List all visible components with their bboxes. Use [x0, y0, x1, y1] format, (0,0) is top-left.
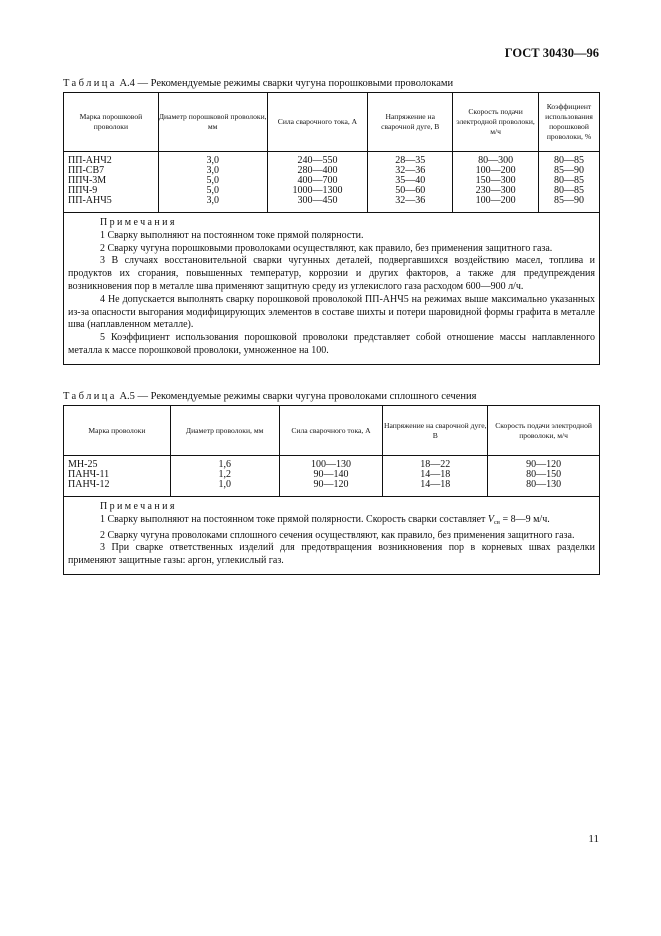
- cell-voltage: 32—36: [368, 166, 453, 176]
- cell-voltage: 35—40: [368, 176, 453, 186]
- table-a4-header-coefficient: Коэффициент использования порошковой проволоки, %: [539, 93, 600, 152]
- table-a5-header-voltage: Напряжение на сварочной дуге, В: [383, 406, 488, 456]
- cell-voltage: 18—22: [383, 456, 488, 471]
- note-4: 4 Не допускается выполнять сварку порошковой проволокой ПП-АНЧ5 на режимах выше максимально указанных из-за опасности выгорания модифицирующих элементов в составе шихты и потери шаровидной формы графита в металле шва (наплавленном металле).: [68, 293, 595, 331]
- note-1: [68, 514, 595, 530]
- note-5: 5 Коэффициент использования порошковой проволоки представляет собой отношение массы наплавленного металла к массе порошковой проволоки, умноженное на 100.: [68, 332, 595, 356]
- cell-grade: ПАНЧ-11: [64, 470, 171, 480]
- welding-speed-symbol: V: [487, 513, 494, 525]
- cell-current: 400—700: [267, 176, 368, 186]
- table-row: [64, 152, 600, 167]
- cell-feed-speed: 100—200: [453, 166, 539, 176]
- table-row: [64, 456, 600, 471]
- cell-coefficient: 80—85: [539, 176, 600, 186]
- table-a5-header-diameter: Диаметр проволоки, мм: [170, 406, 279, 456]
- cell-voltage: 28—35: [368, 152, 453, 167]
- cell-grade: ПП-АНЧ5: [64, 196, 159, 213]
- table-a5-header-feed-speed: Скорость подачи электродной проволоки, м/ч: [488, 406, 600, 456]
- cell-voltage: 14—18: [383, 480, 488, 497]
- cell-grade: ПАНЧ-12: [64, 480, 171, 497]
- notes-title: Примечания: [100, 217, 177, 228]
- table-a4-caption: [63, 78, 453, 89]
- cell-feed-speed: 230—300: [453, 186, 539, 196]
- note-3: 3 В случаях восстановительной сварки чугунных деталей, подвергавшихся воздействию масел, топлива и продуктов их сгорания, повышенных температур, коррозии и других факторов, а также для предупреждения возникновения пор в металле шва применяют защитную среду из углекислого газа расходом 600—900 л/ч.: [68, 255, 595, 292]
- table-a4-notes: [64, 213, 600, 365]
- cell-current: 100—130: [279, 456, 383, 471]
- cell-feed-speed: 80—150: [488, 470, 600, 480]
- notes-title: Примечания: [100, 501, 177, 512]
- cell-coefficient: 80—85: [539, 186, 600, 196]
- cell-coefficient: 85—90: [539, 166, 600, 176]
- note-3: 3 При сварке ответственных изделий для предотвращения возникновения пор в корневых швах разделки применяют защитные газы: аргон, углекислый газ.: [68, 542, 595, 567]
- cell-diameter: 3,0: [158, 152, 267, 167]
- cell-current: 90—140: [279, 470, 383, 480]
- table-a5-caption-text: А.5 — Рекомендуемые режимы сварки чугуна проволоками сплошного сечения: [116, 391, 477, 402]
- page-number: 11: [588, 833, 599, 845]
- cell-current: 280—400: [267, 166, 368, 176]
- table-a4-header-voltage: Напряжение на сварочной дуге, В: [368, 93, 453, 152]
- cell-voltage: 14—18: [383, 470, 488, 480]
- cell-grade: ППЧ-3М: [64, 176, 159, 186]
- note-1: 1 Сварку выполняют на постоянном токе прямой полярности.: [100, 229, 364, 241]
- cell-diameter: 5,0: [158, 176, 267, 186]
- welding-speed-subscript: св: [494, 518, 500, 526]
- cell-feed-speed: 100—200: [453, 196, 539, 213]
- note-1-text: 1 Сварку выполняют на постоянном токе прямой полярности. Скорость сварки составляет: [100, 513, 488, 525]
- cell-diameter: 1,2: [170, 470, 279, 480]
- note-2: 2 Сварку чугуна проволоками сплошного сечения осуществляют, как правило, без применения защитного газа.: [100, 529, 575, 541]
- standard-code: ГОСТ 30430—96: [504, 46, 599, 60]
- table-a4-caption-prefix: Таблица: [63, 78, 117, 89]
- cell-grade: ПП-АНЧ2: [64, 152, 159, 167]
- table-a4: [63, 92, 600, 365]
- cell-feed-speed: 80—130: [488, 480, 600, 497]
- cell-feed-speed: 80—300: [453, 152, 539, 167]
- table-a5-header-current: Сила сварочного тока, А: [279, 406, 383, 456]
- cell-grade: ППЧ-9: [64, 186, 159, 196]
- cell-current: 90—120: [279, 480, 383, 497]
- cell-coefficient: 80—85: [539, 152, 600, 167]
- cell-current: 240—550: [267, 152, 368, 167]
- table-a5-notes: [64, 497, 600, 575]
- table-a5-caption-prefix: Таблица: [63, 391, 117, 402]
- cell-voltage: 50—60: [368, 186, 453, 196]
- cell-grade: ПП-СВ7: [64, 166, 159, 176]
- table-a4-caption-text: А.4 — Рекомендуемые режимы сварки чугуна порошковыми проволоками: [116, 78, 454, 89]
- cell-current: 1000—1300: [267, 186, 368, 196]
- table-a4-header-feed-speed: Скорость подачи электродной проволоки, м/ч: [453, 93, 539, 152]
- note-2: 2 Сварку чугуна порошковыми проволоками осуществляют, как правило, без применения защитного газа.: [100, 242, 553, 254]
- table-row: [64, 196, 600, 213]
- table-a4-header-grade: Марка порошковой проволоки: [64, 93, 159, 152]
- cell-current: 300—450: [267, 196, 368, 213]
- table-a5-header-grade: Марка проволоки: [64, 406, 171, 456]
- table-a4-header-diameter: Диаметр порошковой проволоки, мм: [158, 93, 267, 152]
- table-a5: [63, 405, 600, 575]
- cell-coefficient: 85—90: [539, 196, 600, 213]
- cell-diameter: 5,0: [158, 186, 267, 196]
- note-1-value: = 8—9 м/ч.: [499, 513, 550, 525]
- cell-diameter: 3,0: [158, 196, 267, 213]
- cell-diameter: 3,0: [158, 166, 267, 176]
- cell-feed-speed: 90—120: [488, 456, 600, 471]
- cell-diameter: 1,6: [170, 456, 279, 471]
- table-row: [64, 480, 600, 497]
- cell-feed-speed: 150—300: [453, 176, 539, 186]
- cell-voltage: 32—36: [368, 196, 453, 213]
- cell-diameter: 1,0: [170, 480, 279, 497]
- table-a4-header-current: Сила сварочного тока, А: [267, 93, 368, 152]
- table-a5-caption: [63, 391, 476, 402]
- cell-grade: МН-25: [64, 456, 171, 471]
